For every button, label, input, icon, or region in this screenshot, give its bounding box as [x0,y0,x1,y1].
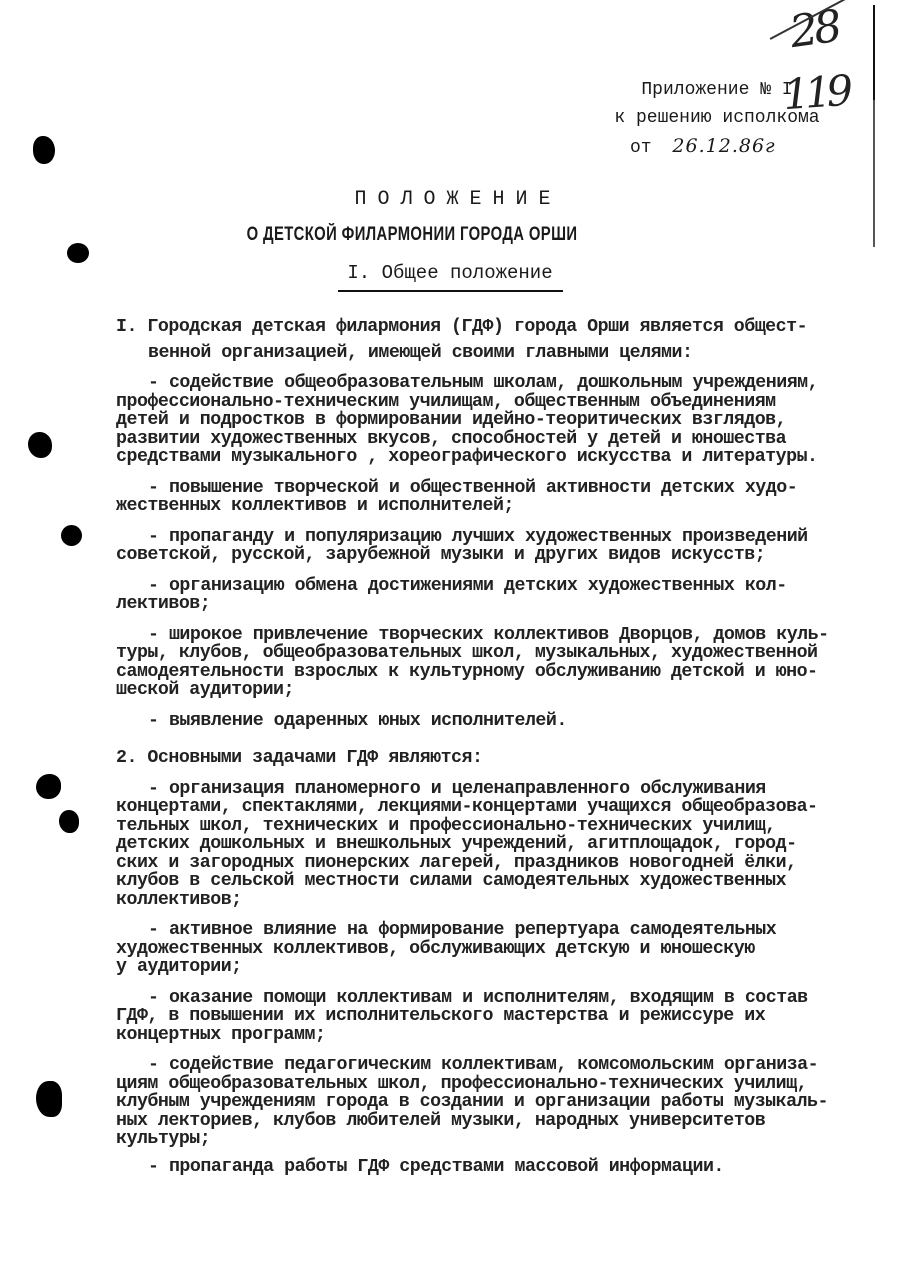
clause-2 [116,749,876,768]
list-item-line: клубов в сельской местности силами самодеятельных художественных [116,871,787,891]
list-item-line: ских и загородных пионерских лагерей, праздников новогодней ёлки, [116,852,797,873]
list-item-line: ных лекториев, клубов любителей музыки, народных университетов [116,1110,766,1131]
list-item [116,1158,876,1177]
list-item-line: детских дошкольных и внешкольных учреждений, агитплощадок, город- [116,834,797,854]
clause-2-line: 2. Основными задачами ГДФ являются: [116,748,483,768]
list-item-line: - содействие педагогическим коллективам, комсомольским организа- [148,1055,819,1075]
list-item [116,577,876,614]
list-item-line: циям общеобразовательных школ, профессионально-технических училищ, [116,1073,808,1094]
list-item [116,712,876,731]
document-title: ПОЛОЖЕНИЕ [354,188,562,211]
document-subtitle: О ДЕТСКОЙ ФИЛАРМОНИИ ГОРОДА ОРШИ [246,224,578,245]
list-item-line: тельных школ, технических и профессионально-технических училищ, [116,815,776,836]
clause-1-line: венной организацией, имеющей своими главными целями: [148,342,693,363]
punch-hole [61,525,82,546]
handwritten-date: 26.12.86г [672,135,776,157]
list-item-line: - пропаганда работы ГДФ средствами массовой информации. [148,1156,724,1177]
list-item-line: детей и подростков в формировании идейно-теоритических взглядов, [116,410,787,430]
list-item-line: - повышение творческой и общественной активности детских худо- [148,477,798,498]
list-item-line: жественных коллективов и исполнителей; [116,496,514,516]
list-item-line: - выявление одаренных юных исполнителей. [148,710,567,731]
list-item-line: профессионально-техническим училищам, общественным объединениям [116,391,776,412]
annex-header [582,76,852,162]
punch-hole [67,243,89,263]
list-item-line: клубным учреждениям города в создании и организации работы музыкаль- [116,1092,828,1112]
list-item-line: лективов; [116,594,211,614]
document-body [116,318,876,1176]
list-item-line: концертных программ; [116,1024,326,1045]
list-item-line: у аудитории; [116,957,242,977]
list-item [116,921,876,977]
list-item-line: коллективов; [116,889,242,910]
list-item-line: ГДФ, в повышении их исполнительского мастерства и режиссуре их [116,1006,766,1026]
list-item-line: - пропаганду и популяризацию лучших художественных произведений [148,526,808,547]
section-heading-underline [338,290,563,292]
list-item-line: - организацию обмена достижениями детских художественных кол- [148,575,787,596]
annex-date-prefix: от [630,138,652,158]
punch-hole [33,136,55,164]
list-item-line: - активное влияние на формирование репертуара самодеятельных [148,920,777,940]
list-item-line: - оказание помощи коллективам и исполнителям, входящим в состав [148,987,808,1008]
list-item-line: - широкое привлечение творческих коллективов Дворцов, домов куль- [148,624,829,645]
list-item-line: художественных коллективов, обслуживающих детскую и юношескую [116,938,755,959]
clause-1 [116,318,876,362]
list-item-line: самодеятельности взрослых к культурному обслуживанию детской и юно- [116,661,818,682]
punch-hole [36,774,61,799]
list-item [116,989,876,1045]
punch-hole [28,432,52,458]
annex-date-row [582,132,852,162]
punch-hole [59,810,79,833]
punch-hole [36,1081,62,1117]
list-item [116,626,876,700]
list-item [116,479,876,516]
list-item-line: средствами музыкального , хореографического искусства и литературы. [116,447,818,467]
list-item [116,1056,876,1149]
clause-1-line: I. Городская детская филармония (ГДФ) города Орши является общест- [116,317,808,337]
annex-line-1: Приложение № I [641,80,793,100]
list-item-line: туры, клубов, общеобразовательных школ, музыкальных, художественной [116,643,818,663]
list-item [116,780,876,910]
list-item-line: культуры; [116,1129,211,1149]
list-item-line: - содействие общеобразовательным школам, дошкольным учреждениям, [148,373,819,393]
list-item-line: - организация планомерного и целенаправленного обслуживания [148,778,766,799]
list-item-line: шеской аудитории; [116,680,294,700]
list-item [116,374,876,467]
annex-line-2: к решению исполкома [614,108,820,128]
list-item [116,528,876,565]
list-item-line: развитии художественных вкусов, способностей у детей и юношества [116,428,787,449]
list-item-line: концертами, спектаклями, лекциями-концертами учащихся общеобразова- [116,797,818,817]
handwritten-sheet-number: 28 [786,0,842,59]
list-item-line: советской, русской, зарубежной музыки и других видов искусств; [116,545,766,565]
handwritten-page-number: 119 [781,65,850,120]
section-heading: I. Общее положение [347,262,553,284]
